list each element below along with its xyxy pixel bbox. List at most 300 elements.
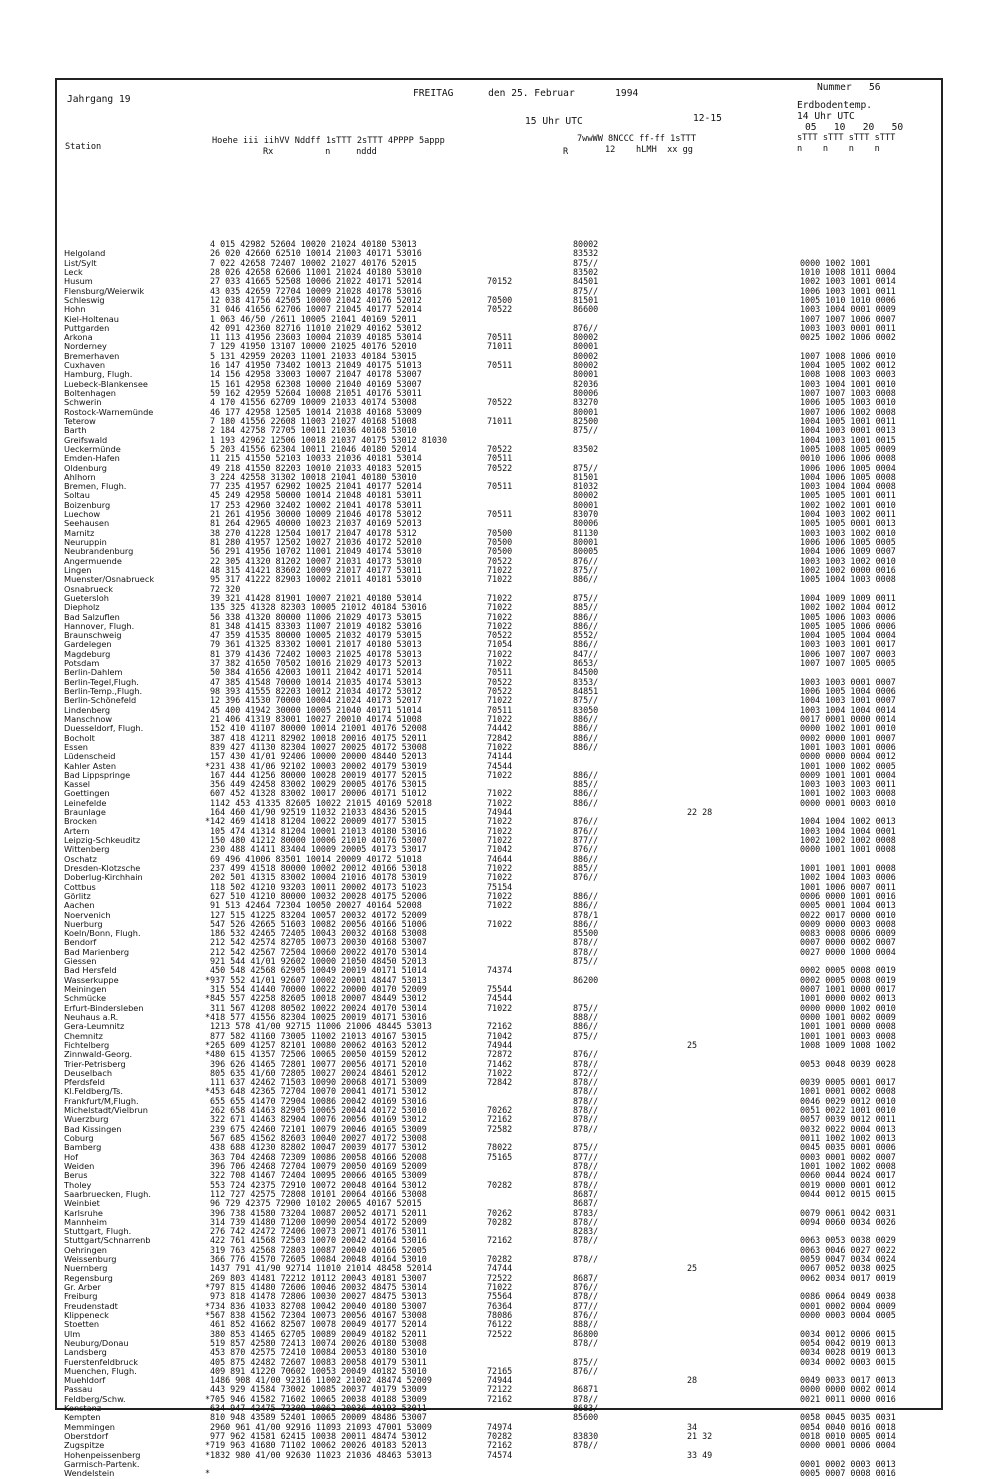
synop-main-groups: 11 215 41550 52103 10033 21036 40181 53014	[210, 453, 422, 464]
synop-main-groups: 1437 791 41/90 92714 11010 21014 48458 52014	[210, 1263, 432, 1274]
synop-main-groups: 46 177 42958 12505 10014 21038 40168 53009	[210, 406, 422, 417]
cloud-group: 878//	[573, 1058, 599, 1069]
mountain-marker: *	[205, 1086, 211, 1097]
synop-main-groups: 977 962 41581 62415 10038 20011 48474 53012	[210, 1431, 427, 1441]
gust-group: 25	[687, 1263, 698, 1274]
soil-temperatures: 0005 0001 1004 0013	[800, 900, 896, 911]
weather-group: 70500	[487, 294, 513, 305]
weather-group: 70511	[487, 667, 513, 678]
cloud-group: 876//	[573, 1049, 599, 1060]
mountain-marker: *	[205, 1039, 211, 1050]
cloud-group: 875//	[573, 1356, 599, 1367]
weather-group: 72842	[487, 732, 513, 743]
cloud-group: 876//	[573, 816, 599, 827]
soil-temperatures: 0083 0008 0006 0009	[800, 928, 896, 939]
station-name: Noervenich	[64, 909, 111, 920]
synop-main-groups: 56 291 41956 10702 11001 21049 40174 53010	[210, 546, 422, 557]
station-name: Hof	[64, 1151, 79, 1162]
issue-number: Nummer 56	[817, 82, 881, 93]
weather-group: 70522	[487, 397, 513, 408]
cloud-group: 8687/	[573, 1272, 599, 1283]
weather-group: 71011	[487, 341, 513, 352]
cloud-group: 83532	[573, 248, 599, 259]
cloud-group: 8552/	[573, 630, 599, 641]
synop-main-groups: 973 818 41478 72806 10030 20027 48475 53013	[210, 1291, 427, 1302]
synop-main-groups: 2 184 42758 72705 10011 21036 40168 53010	[210, 425, 417, 436]
cloud-group: 878//	[573, 1440, 599, 1451]
cloud-group: 878//	[573, 1393, 599, 1404]
soil-temperatures: 1005 1005 1001 0011	[800, 490, 896, 501]
station-name: Stuttgart/Schnarrenb	[64, 1235, 151, 1246]
synop-main-groups: 5 203 41556 62304 10011 21046 40180 52014	[210, 443, 417, 454]
cloud-group: 876//	[573, 872, 599, 883]
weather-group: 71022	[487, 816, 513, 827]
synop-main-groups: 380 853 41465 62705 10089 20049 40182 52011	[210, 1328, 427, 1339]
cloud-group: 80001	[573, 369, 599, 380]
main-columns-header: Hoehe iii iihVV Nddff 1sTTT 2sTTT 4PPPP 5appp	[212, 136, 445, 146]
synop-main-groups: 1 193 42962 12506 10018 21037 40175 53012 81030	[210, 434, 447, 445]
station-name: Oldenburg	[64, 462, 107, 473]
station-name: Schleswig	[64, 294, 105, 305]
station-name: Luechow	[64, 509, 101, 520]
weather-group: 71022	[487, 862, 513, 873]
synop-main-groups: 81 348 41415 83303 11007 21019 40182 53016	[210, 620, 422, 631]
weather-group: 70522	[487, 304, 513, 315]
station-name: Fichtelberg	[64, 1039, 110, 1050]
synop-main-groups: 269 803 41481 72212 10112 20043 40181 53007	[210, 1272, 427, 1283]
station-name: Konstanz	[64, 1403, 102, 1414]
synop-main-groups: 262 658 41463 82905 10065 20044 40172 53010	[210, 1105, 427, 1116]
soil-depths: 05 10 20 50	[805, 122, 904, 133]
weather-group: 71022	[487, 1002, 513, 1013]
weather-group: 74944	[487, 1375, 513, 1386]
cloud-group: 878//	[573, 1095, 599, 1106]
station-name: Zinnwald-Georg.	[64, 1049, 133, 1060]
synop-main-groups: 186 532 42465 72405 10043 20032 40168 53008	[210, 928, 427, 939]
synop-main-groups: 77 235 41957 62902 10025 21041 40177 52014	[210, 481, 422, 492]
r-column-header: R	[563, 147, 569, 157]
soil-temperatures: 0010 1006 1006 0008	[800, 453, 896, 464]
station-name: Berlin-Dahlem	[64, 667, 123, 678]
synop-main-groups: 567 685 41562 82603 10040 20027 40172 53008	[210, 1133, 427, 1143]
weather-group: 72162	[487, 1114, 513, 1125]
soil-temperatures: 0057 0039 0012 0011	[800, 1114, 896, 1125]
synop-main-groups: 152 410 41107 80000 10014 21001 40176 52008	[210, 723, 427, 734]
station-name: Koeln/Bonn, Flugh.	[64, 928, 141, 939]
cloud-group: 877//	[573, 1151, 599, 1162]
synop-main-groups: 14 156 42958 33003 10007 21047 40178 53007	[210, 369, 422, 380]
synop-main-groups: 7 129 41950 13107 10000 21025 40176 52010	[210, 341, 417, 352]
cloud-group: 886//	[573, 788, 599, 799]
synop-main-groups: 607 452 41328 83002 10017 20006 40171 51012	[210, 788, 427, 799]
cloud-group: 84851	[573, 686, 599, 696]
soil-temperatures: 1001 1000 1002 0005	[800, 760, 896, 771]
cloud-group: 875//	[573, 462, 599, 473]
station-name: Ueckermünde	[64, 443, 121, 454]
station-name: Erfurt-Bindersleben	[64, 1002, 144, 1013]
soil-temperatures: 0001 0002 0004 0009	[800, 1300, 896, 1311]
synop-main-groups: 21 406 41319 83001 10027 20010 40174 51008	[210, 713, 422, 724]
synop-main-groups: 12 038 41756 42505 10000 21042 40176 52012	[210, 294, 422, 305]
station-name: Manschnow	[64, 713, 113, 724]
cloud-group: 878//	[573, 1077, 599, 1088]
synop-main-groups: 311 567 41208 80502 10022 20024 40170 53014	[210, 1002, 427, 1013]
soil-temperatures: 0032 0022 0004 0013	[800, 1123, 896, 1134]
cloud-group: 80001	[573, 499, 599, 510]
soil-temperatures: 0046 0029 0012 0010	[800, 1095, 896, 1106]
station-name: Neuhaus a.R.	[64, 1011, 119, 1022]
soil-temperatures: 1003 1004 1004 0001	[800, 825, 896, 836]
synop-main-groups: 366 776 41570 72605 10084 20048 40164 53010	[210, 1254, 427, 1265]
weather-group: 74974	[487, 1421, 513, 1432]
synop-main-groups: 56 338 41320 80000 11006 21029 40173 53015	[210, 611, 422, 622]
synop-main-groups: 212 542 42567 72504 10060 20022 40170 53014	[210, 946, 427, 957]
soil-temperatures: 1007 1006 1002 0008	[800, 406, 896, 417]
station-name: Michelstadt/Vielbrun	[64, 1105, 148, 1116]
soil-temperatures: 1004 1004 1002 0013	[800, 816, 896, 827]
cloud-group: 84501	[573, 276, 599, 287]
cloud-group: 80001	[573, 406, 599, 417]
synop-main-groups: 26 020 42660 62510 10014 21003 40171 53016	[210, 248, 422, 259]
station-name: Helgoland	[64, 248, 106, 259]
station-name: Norderney	[64, 341, 107, 352]
soil-temperatures: 0007 1001 0000 0017	[800, 984, 896, 994]
soil-temperatures: 1006 1003 1001 0011	[800, 285, 896, 296]
station-name: Ahlhorn	[64, 471, 96, 482]
synop-main-groups: 627 510 41210 80000 10032 20028 40175 52006	[210, 890, 427, 901]
soil-temperatures: 0002 0005 0008 0019	[800, 965, 896, 976]
weather-group: 70511	[487, 481, 513, 492]
soil-temperatures: 0034 0028 0019 0013	[800, 1347, 896, 1358]
soil-temperatures: 1002 1004 1003 0006	[800, 872, 896, 883]
cloud-group: 875//	[573, 695, 599, 706]
station-name: Berlin-Schönefeld	[64, 695, 137, 706]
synop-main-groups: 405 875 42482 72607 10083 20058 40179 53011	[210, 1356, 427, 1367]
weather-group: 70522	[487, 462, 513, 473]
weather-group: 71011	[487, 415, 513, 426]
soil-temperatures: 1004 1006 1005 0008	[800, 471, 896, 482]
cloud-group: 8353/	[573, 676, 599, 687]
weather-group: 78022	[487, 1142, 513, 1153]
cloud-group: 85600	[573, 1412, 599, 1423]
soil-temperatures: 1004 1005 1004 0004	[800, 630, 896, 641]
station-name: Bremen, Flugh.	[64, 481, 127, 492]
cloud-group: 81501	[573, 471, 599, 482]
synop-main-groups: 212 542 42574 82705 10073 20030 40168 53007	[210, 937, 427, 948]
station-name: Essen	[64, 741, 88, 752]
station-name: Wasserkuppe	[64, 974, 119, 985]
weather-group: 70522	[487, 555, 513, 566]
soil-temperatures: 0005 0007 0008 0016	[800, 1468, 896, 1479]
weather-group: 70511	[487, 332, 513, 343]
weather-group: 74944	[487, 807, 513, 818]
soil-temperatures: 0002 0005 0008 0019	[800, 974, 896, 985]
weather-group: 71022	[487, 713, 513, 724]
soil-temperatures: 0034 0002 0003 0015	[800, 1356, 896, 1367]
synop-main-groups: 91 513 42464 72304 10050 20027 40164 52008	[210, 900, 422, 911]
station-name: Memmingen	[64, 1421, 115, 1432]
soil-temperatures: 1001 1002 1002 0008	[800, 1160, 896, 1171]
cloud-group: 83502	[573, 266, 599, 277]
synop-main-groups: 547 526 42665 51603 10082 20056 40166 51006	[210, 918, 427, 929]
weather-group: 74374	[487, 965, 513, 976]
weather-group: 74544	[487, 760, 513, 771]
station-name: Lingen	[64, 564, 92, 575]
utc-15-label: 15 Uhr UTC	[525, 116, 583, 127]
table-row	[57, 1441, 945, 1450]
soil-temperatures: 0001 0002 0003 0013	[800, 1458, 896, 1469]
weather-group: 75564	[487, 1291, 513, 1302]
cloud-group: 885//	[573, 862, 599, 873]
weather-group: 71022	[487, 648, 513, 659]
station-name: Bad Hersfeld	[64, 965, 117, 976]
station-name: Soltau	[64, 490, 90, 501]
synop-main-groups: 655 655 41470 72904 10086 20042 40169 53016	[210, 1095, 427, 1106]
weather-group: 71042	[487, 844, 513, 855]
station-name: Guetersloh	[64, 592, 109, 603]
station-name: Emden-Hafen	[64, 453, 120, 464]
station-name: Marnitz	[64, 527, 95, 538]
station-name: Doberlug-Kirchhain	[64, 872, 143, 883]
soil-temperatures: 1004 1003 1001 0007	[800, 695, 896, 706]
weather-group: 72842	[487, 1077, 513, 1088]
station-name: Klippeneck	[64, 1309, 109, 1320]
station-name: Frankfurt/M,Flugh.	[64, 1095, 139, 1106]
station-name: Neubrandenburg	[64, 546, 134, 557]
synop-main-groups: 21 261 41956 30000 10009 21046 40178 53012	[210, 509, 422, 520]
soil-temperatures: 1007 1008 1006 0010	[800, 350, 896, 361]
soil-temperatures: 1004 1005 1001 0011	[800, 415, 896, 426]
cloud-group: 81032	[573, 481, 599, 492]
station-name: Hohenpeissenberg	[64, 1449, 141, 1460]
weather-group: 71022	[487, 835, 513, 845]
station-name: Gr. Arber	[64, 1282, 101, 1292]
soil-temperatures: 0094 0060 0034 0026	[800, 1216, 896, 1227]
synop-main-groups: 167 444 41256 80000 10028 20019 40177 52015	[210, 769, 427, 780]
utc-12-15-label: 12-15	[693, 113, 722, 124]
soil-temperatures: 0063 0053 0038 0029	[800, 1235, 896, 1246]
station-name: Weinbiet	[64, 1198, 100, 1209]
cloud-group: 8283/	[573, 1226, 599, 1237]
soil-temperatures: 1003 1003 0001 0007	[800, 676, 896, 687]
synop-main-groups: 127 515 41225 83204 10057 20032 40172 52009	[210, 909, 427, 920]
cloud-group: 8653/	[573, 658, 599, 669]
station-name: Zugspitze	[64, 1440, 105, 1451]
cloud-group: 872//	[573, 1067, 599, 1078]
weather-group: 70511	[487, 509, 513, 520]
cloud-group: 886//	[573, 853, 599, 864]
weather-group: 71054	[487, 639, 513, 650]
synop-main-groups: 16 147 41950 73402 10013 21049 40175 51013	[210, 360, 422, 371]
soil-temperatures: 0067 0052 0038 0025	[800, 1263, 896, 1274]
weather-group: 71022	[487, 797, 513, 808]
cloud-group: 83830	[573, 1431, 599, 1441]
soil-temperatures: 1004 1003 1002 0011	[800, 509, 896, 520]
synop-main-groups: 805 635 41/60 72805 10027 20024 48461 52012	[210, 1067, 427, 1078]
soil-temperatures: 1001 1001 1001 0008	[800, 862, 896, 873]
weather-group: 72872	[487, 1049, 513, 1060]
soil-temperatures: 0060 0044 0024 0017	[800, 1170, 896, 1181]
station-name: Coburg	[64, 1133, 94, 1143]
soil-columns-subheader: n n n n	[797, 144, 880, 154]
synop-main-groups: 142 469 41418 81204 10022 20009 40177 53015	[210, 816, 427, 827]
cloud-group: 886//	[573, 797, 599, 808]
soil-temperatures: 0044 0012 0015 0015	[800, 1188, 896, 1199]
station-name: Görlitz	[64, 890, 91, 901]
synop-main-groups: 27 033 41665 52508 10006 21022 40171 52014	[210, 276, 422, 287]
synop-main-groups: 461 852 41662 82507 10078 20049 40177 52014	[210, 1319, 427, 1330]
synop-main-groups: 553 724 42375 72910 10072 20048 40164 53012	[210, 1179, 427, 1190]
synop-main-groups: 47 359 41535 80000 10005 21032 40179 53015	[210, 630, 422, 641]
soil-temperatures: 0053 0048 0039 0028	[800, 1058, 896, 1069]
mountain-marker: *	[205, 1449, 211, 1460]
synop-main-groups: 81 379 41436 72402 10003 21025 40178 53013	[210, 648, 422, 659]
weather-group: 70500	[487, 527, 513, 538]
cloud-group: 85500	[573, 928, 599, 939]
synop-main-groups: 95 317 41222 82903 10002 21011 40181 53010	[210, 574, 422, 585]
soil-temperatures: 0000 1001 1001 0008	[800, 844, 896, 855]
soil-temperatures: 1001 1006 0007 0011	[800, 881, 896, 892]
soil-temperatures: 1002 1002 1001 0010	[800, 499, 896, 510]
station-table	[57, 240, 945, 1479]
soil-temperatures: 1007 1007 1006 0007	[800, 313, 896, 324]
station-name: Freudenstadt	[64, 1300, 118, 1311]
synop-main-groups: 3 224 42558 31302 10018 21041 40180 53010	[210, 471, 417, 482]
mountain-marker: *	[205, 974, 211, 985]
cloud-group: 876//	[573, 1282, 599, 1292]
weather-group: 70500	[487, 537, 513, 547]
station-name: Wittenberg	[64, 844, 110, 855]
soil-temperatures: 0000 0001 0006 0004	[800, 1440, 896, 1451]
station-name: Landsberg	[64, 1347, 107, 1358]
soil-temperatures: 1007 1007 1003 0008	[800, 388, 896, 398]
weather-group: 75154	[487, 881, 513, 892]
soil-temperatures: 1005 1010 1010 0006	[800, 294, 896, 305]
synop-main-groups: 322 708 41467 72404 10095 20066 40165 53009	[210, 1170, 427, 1181]
cloud-group: 80001	[573, 341, 599, 352]
station-name: Arkona	[64, 332, 93, 343]
station-name: Muenchen, Flugh.	[64, 1365, 137, 1376]
jahrgang-label: Jahrgang 19	[67, 94, 131, 105]
cloud-group: 877//	[573, 1300, 599, 1311]
synop-main-groups: 4 015 42982 52604 10020 21024 40180 53013	[210, 239, 417, 249]
station-name: Stuttgart, Flugh.	[64, 1226, 132, 1237]
weather-group: 72162	[487, 1235, 513, 1246]
station-name: Leck	[64, 266, 83, 277]
synop-main-groups: 42 091 42360 82716 11010 21029 40162 53012	[210, 322, 422, 333]
soil-temperatures: 1004 1009 1009 0011	[800, 592, 896, 603]
soil-temperatures: 0054 0040 0016 0018	[800, 1421, 896, 1432]
cloud-group: 86871	[573, 1384, 599, 1395]
mountain-marker: *	[205, 760, 211, 771]
synop-main-groups: 69 496 41006 83501 10014 20009 40172 51018	[210, 853, 422, 864]
synop-main-groups: 81 264 42965 40000 10023 21037 40169 52013	[210, 518, 422, 529]
weather-group: 71022	[487, 825, 513, 836]
cloud-group: 80002	[573, 332, 599, 343]
soil-temperatures: 0006 0000 1001 0016	[800, 890, 896, 901]
synop-main-groups: 734 836 41033 82708 10042 20040 40180 53007	[210, 1300, 427, 1311]
station-name: Bendorf	[64, 937, 97, 948]
soil-temperatures: 0025 1002 1006 0002	[800, 332, 896, 343]
cloud-group: 847//	[573, 648, 599, 659]
mountain-marker: *	[205, 1300, 211, 1311]
weather-group: 72162	[487, 1440, 513, 1451]
cloud-group: 875//	[573, 1002, 599, 1013]
synop-main-groups: 453 870 42575 72410 10084 20053 40180 53010	[210, 1347, 427, 1358]
soil-temperatures: 1003 1004 0001 0009	[800, 304, 896, 315]
cloud-group: 875//	[573, 1030, 599, 1041]
synop-main-groups: 237 499 41518 80000 10002 20012 40166 53018	[210, 862, 427, 873]
station-name: Weiden	[64, 1160, 95, 1171]
cloud-group: 8783/	[573, 1207, 599, 1218]
cloud-group: 876//	[573, 844, 599, 855]
station-name: Kassel	[64, 779, 91, 790]
soil-temperatures: 1001 0001 0002 0008	[800, 1086, 896, 1097]
cloud-group: 86600	[573, 304, 599, 315]
synop-main-groups: 2960 961 41/00 92916 11093 21093 47001 53009	[210, 1421, 432, 1432]
cloud-group: 84500	[573, 667, 599, 678]
synop-main-groups: 265 609 41257 82101 10080 20062 40163 52012	[210, 1039, 427, 1050]
weather-group: 71022	[487, 918, 513, 929]
soil-temperatures: 0002 0000 1001 0007	[800, 732, 896, 743]
cloud-group: 885//	[573, 779, 599, 790]
synop-main-groups: 567 838 41562 72304 10073 20056 40167 53008	[210, 1309, 427, 1320]
soil-temperatures: 1003 1003 1001 0017	[800, 639, 896, 650]
soil-temperatures: 1005 1005 1006 0006	[800, 620, 896, 631]
synop-main-groups: 31 046 41656 62706 10007 21045 40177 52014	[210, 304, 422, 315]
synop-main-groups: 705 946 41582 71602 10065 20038 40188 53009	[210, 1393, 427, 1404]
station-name: Cuxhaven	[64, 360, 106, 371]
cloud-group: 878//	[573, 1170, 599, 1181]
station-name: Muehldorf	[64, 1375, 106, 1386]
station-name: Bad Lippspringe	[64, 769, 131, 780]
mountain-marker: *	[205, 1468, 211, 1479]
soil-temperatures: 1006 1006 1005 0005	[800, 537, 896, 547]
cloud-group: 875//	[573, 592, 599, 603]
station-name: Cottbus	[64, 881, 96, 892]
weather-group: 70282	[487, 1431, 513, 1441]
station-name: Barth	[64, 425, 87, 436]
weather-group: 72522	[487, 1328, 513, 1339]
soil-temperatures: 1008 1009 1008 1002	[800, 1039, 896, 1050]
station-name: Chemnitz	[64, 1030, 103, 1041]
soil-temperatures: 0022 0017 0000 0010	[800, 909, 896, 920]
station-name: Kiel-Holtenau	[64, 313, 119, 324]
soil-temperatures: 0000 0001 0003 0010	[800, 797, 896, 808]
weather-group: 71022	[487, 695, 513, 706]
soil-temperatures: 1006 1007 1007 0003	[800, 648, 896, 659]
station-name: Lindenberg	[64, 704, 111, 715]
station-name: Berlin-Temp.,Flugh.	[64, 686, 143, 696]
cloud-group: 876//	[573, 555, 599, 566]
synop-main-groups: 239 675 42460 72101 10079 20046 40165 53009	[210, 1123, 427, 1134]
cloud-group: 885//	[573, 602, 599, 613]
soil-temperatures: 0021 0011 0000 0016	[800, 1393, 896, 1404]
synop-main-groups: 150 480 41212 80000 10006 21010 40176 53007	[210, 835, 427, 845]
synop-main-groups: 845 557 42258 82605 10018 20007 48449 53012	[210, 993, 427, 1004]
synop-main-groups: 719 963 41680 71102 10062 20026 40183 52013	[210, 1440, 427, 1451]
weather-group: 71022	[487, 900, 513, 911]
weather-group: 70522	[487, 630, 513, 641]
station-name: Ulm	[64, 1328, 81, 1339]
soil-temperatures: 0009 0000 0003 0008	[800, 918, 896, 929]
table-row	[57, 948, 945, 957]
synop-main-groups: 839 427 41130 82304 10027 20025 40172 53008	[210, 741, 427, 752]
weather-group: 71022	[487, 741, 513, 752]
table-row	[57, 1190, 945, 1199]
synop-main-groups: 921 544 41/01 92602 10000 21050 48450 52013	[210, 956, 427, 967]
synop-main-groups: 111 637 42462 71503 10090 20068 40171 53009	[210, 1077, 427, 1088]
